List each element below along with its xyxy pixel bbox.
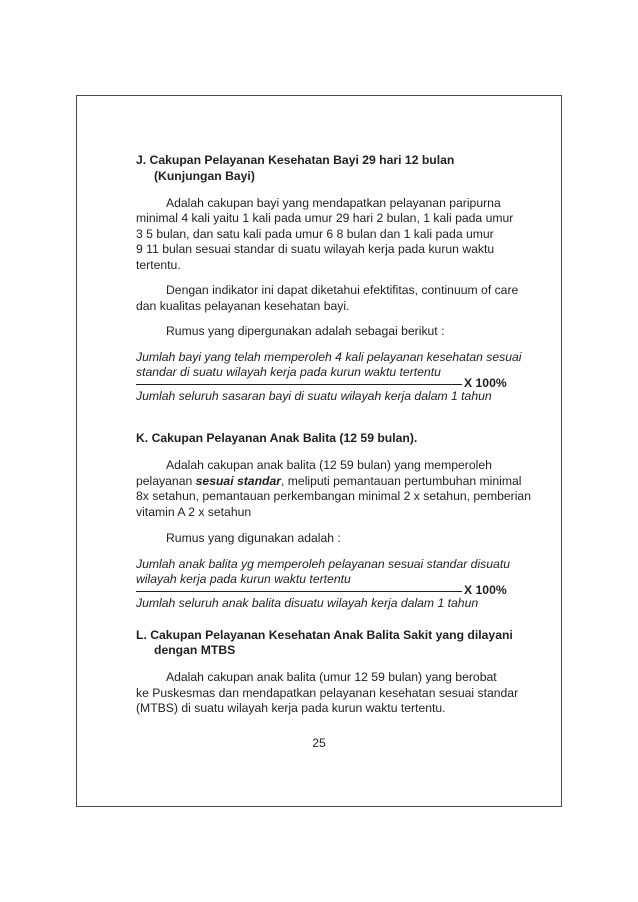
heading-section-l: L. Cakupan Pelayanan Kesehatan Anak Balita Sakit yang dilayani <box>136 628 513 642</box>
paragraph-line: Adalah cakupan anak balita (umur 12 59 bulan) yang berobat <box>166 670 497 684</box>
paragraph-line: Adalah cakupan bayi yang mendapatkan pelayanan paripurna <box>166 196 501 210</box>
paragraph-line <box>136 474 522 489</box>
paragraph-line: Adalah cakupan anak balita (12 59 bulan) yang memperoleh <box>166 458 492 472</box>
fraction-line <box>136 384 462 385</box>
paragraph-text: , meliputi pemantauan pertumbuhan minimal <box>281 474 522 488</box>
formula-numerator: standar di suatu wilayah kerja pada kurun waktu tertentu <box>136 365 441 379</box>
paragraph-text: pelayanan <box>136 474 196 488</box>
formula-multiplier: X 100% <box>464 583 507 597</box>
paragraph-line: minimal 4 kali yaitu 1 kali pada umur 29 hari 2 bulan, 1 kali pada umur <box>136 211 514 225</box>
formula-multiplier: X 100% <box>464 376 507 390</box>
paragraph-line: vitamin A 2 x setahun <box>136 505 252 519</box>
emphasis-text: sesuai standar <box>195 474 281 488</box>
fraction-line <box>136 591 462 592</box>
paragraph-line: ke Puskesmas dan mendapatkan pelayanan kesehatan sesuai standar <box>136 686 519 700</box>
paragraph-line: dan kualitas pelayanan kesehatan bayi. <box>136 299 350 313</box>
heading-section-j: J. Cakupan Pelayanan Kesehatan Bayi 29 hari 12 bulan <box>136 153 455 167</box>
paragraph-line: 3 5 bulan, dan satu kali pada umur 6 8 bulan dan 1 kali pada umur <box>136 227 494 241</box>
formula-intro: Rumus yang digunakan adalah : <box>166 531 341 545</box>
paragraph-line: 9 11 bulan sesuai standar di suatu wilayah kerja pada kurun waktu <box>136 242 495 256</box>
heading-section-j-sub: (Kunjungan Bayi) <box>154 169 255 183</box>
paragraph-line: tertentu. <box>136 258 181 272</box>
formula-intro: Rumus yang dipergunakan adalah sebagai berikut : <box>166 324 445 338</box>
formula-numerator: wilayah kerja pada kurun waktu tertentu <box>136 572 351 586</box>
paragraph-line: (MTBS) di suatu wilayah kerja pada kurun waktu tertentu. <box>136 701 446 715</box>
paragraph-line: Dengan indikator ini dapat diketahui efektifitas, continuum of care <box>166 283 519 297</box>
paragraph-line: 8x setahun, pemantauan perkembangan minimal 2 x setahun, pemberian <box>136 489 531 503</box>
heading-section-l-sub: dengan MTBS <box>154 643 236 657</box>
heading-section-k: K. Cakupan Pelayanan Anak Balita (12 59 bulan). <box>136 431 418 445</box>
page-number: 25 <box>312 736 326 750</box>
formula-denominator: Jumlah seluruh anak balita disuatu wilayah kerja dalam 1 tahun <box>136 596 479 610</box>
formula-numerator: Jumlah anak balita yg memperoleh pelayanan sesuai standar disuatu <box>136 557 510 571</box>
formula-numerator: Jumlah bayi yang telah memperoleh 4 kali pelayanan kesehatan sesuai <box>136 350 522 364</box>
formula-denominator: Jumlah seluruh sasaran bayi di suatu wilayah kerja dalam 1 tahun <box>136 389 492 403</box>
